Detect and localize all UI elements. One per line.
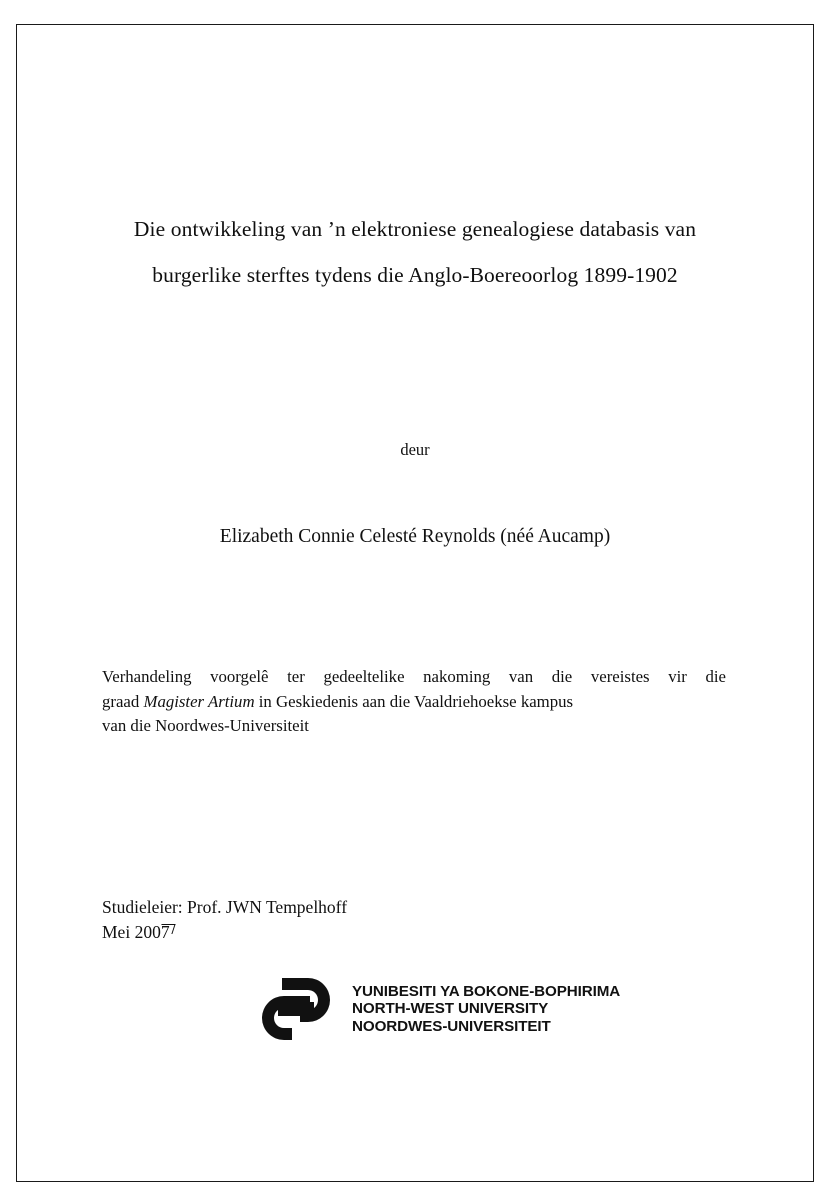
logo-line-3: NOORDWES-UNIVERSITEIT [352, 1017, 551, 1035]
logo-line-1: YUNIBESITI YA BOKONE-BOPHIRIMA [352, 982, 621, 1000]
thesis-title [100, 206, 730, 298]
statement-line-2-suffix: in Geskiedenis aan die Vaaldriehoekse kampus [254, 691, 574, 711]
university-logo [248, 972, 668, 1046]
author-section [100, 439, 730, 550]
statement-line-1: Verhandeling voorgelê ter gedeeltelike nakoming van die vereistes vir die [102, 667, 726, 686]
logo-line-2: NORTH-WEST UNIVERSITY [352, 1000, 549, 1018]
supervisor-line: Studieleier: Prof. JWN Tempelhoff [102, 897, 348, 917]
logo-text [352, 983, 620, 1036]
statement-line-2 [102, 690, 726, 715]
degree-name: Magister Artium [143, 691, 255, 711]
degree-statement [102, 665, 726, 739]
page-content [100, 24, 730, 1182]
by-word: deur [400, 440, 430, 459]
title-line-2: burgerlike sterftes tydens die Anglo-Boereoorlog 1899-1902 [152, 263, 678, 287]
title-line-1: Die ontwikkeling van ’n elektroniese genealogiese databasis van [133, 217, 697, 241]
statement-line-2-prefix: graad [102, 691, 144, 711]
author-name: Elizabeth Connie Celesté Reynolds (néé Aucamp) [219, 526, 611, 547]
date-line: Mei 2007 [102, 920, 170, 945]
nwu-logo-icon [248, 972, 344, 1046]
supervisor-section [102, 895, 602, 945]
statement-line-3: van die Noordwes-Universiteit [102, 716, 309, 735]
